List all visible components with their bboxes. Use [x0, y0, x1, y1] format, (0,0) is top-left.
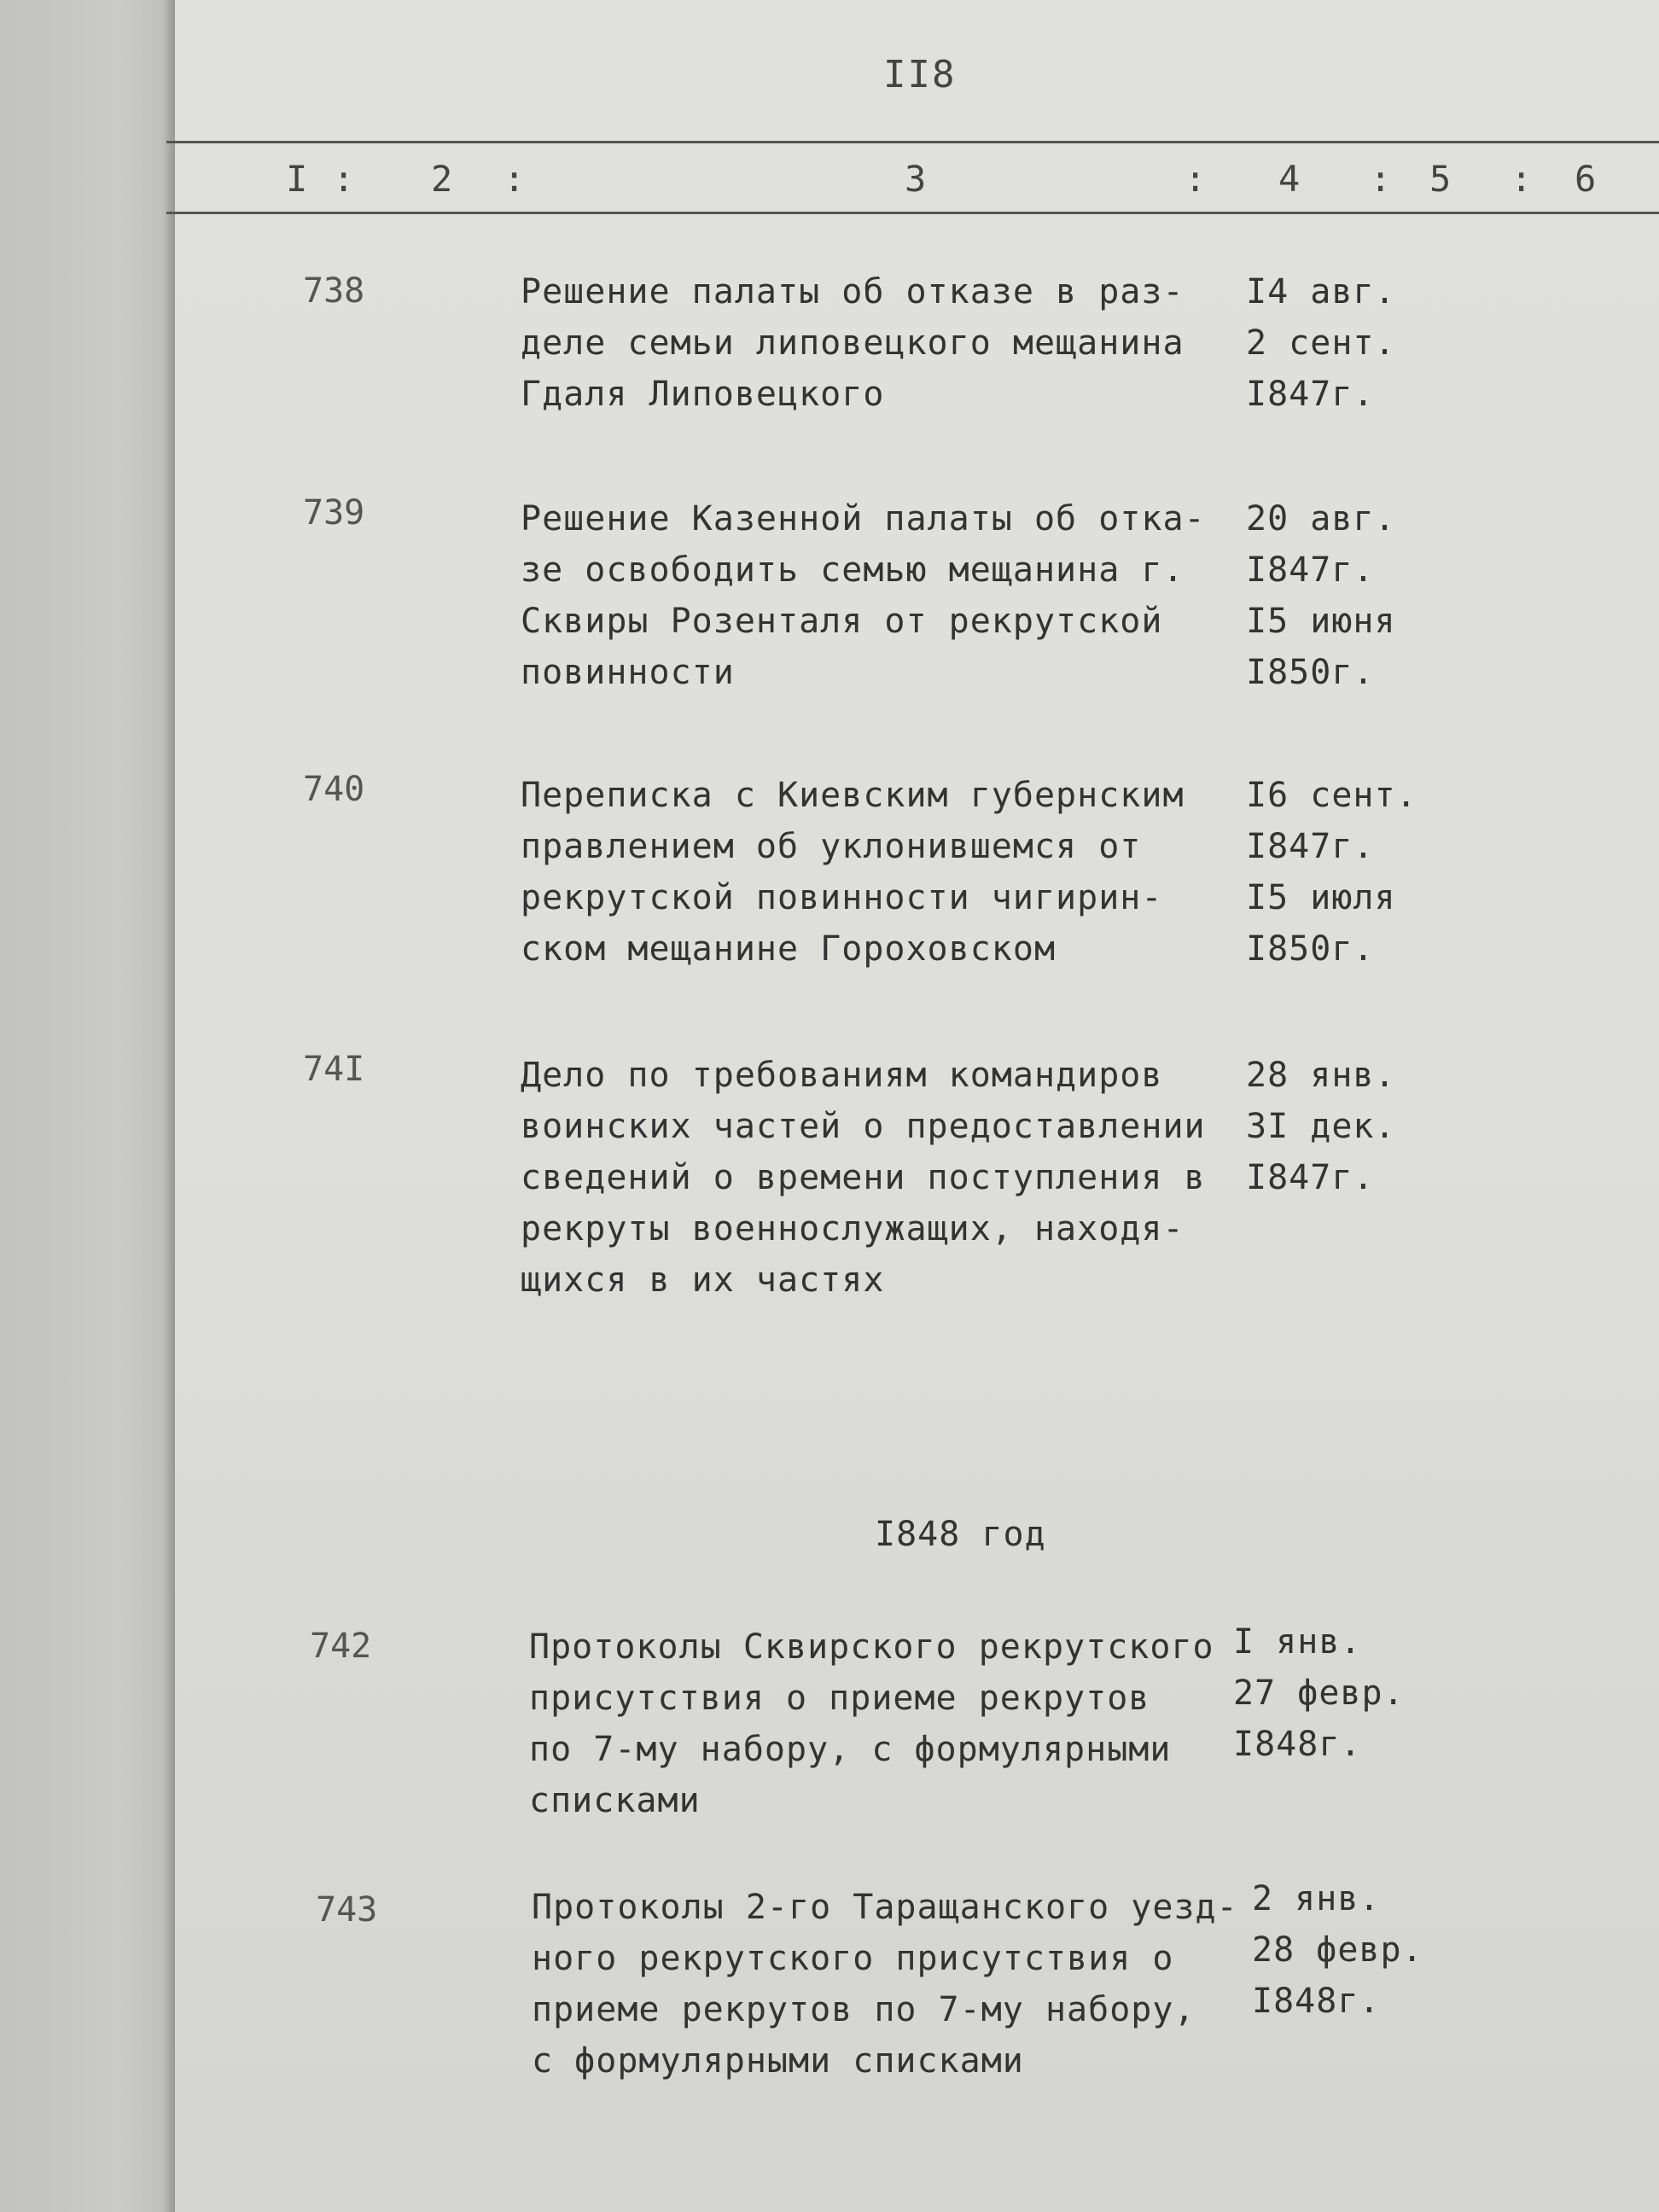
entry-number: 740 [303, 770, 365, 809]
header-rule-bottom [166, 212, 1659, 214]
entry-date-line: I850г. [1246, 653, 1375, 692]
entry-number: 738 [303, 271, 365, 311]
entry-date-line: 28 янв. [1246, 1056, 1396, 1095]
entry-title-line: по 7-му набору, с формулярными [529, 1730, 1172, 1769]
document-page [175, 0, 1659, 2212]
entry-title-line: Протоколы 2-го Таращанского уезд- [532, 1888, 1238, 1927]
entry-date-line: 27 февр. [1233, 1674, 1405, 1713]
column-header-3: 3 [905, 158, 927, 200]
entry-date-line: I847г. [1246, 550, 1375, 590]
entry-title-line: Дело по требованиям командиров [521, 1056, 1163, 1095]
entry-date-line: I янв. [1233, 1622, 1362, 1662]
entry-title-line: рекруты военнослужащих, находя- [521, 1209, 1185, 1249]
entry-date-line: 28 февр. [1252, 1930, 1423, 1970]
column-header-separator: : [504, 158, 526, 200]
entry-date-line: 20 авг. [1246, 499, 1396, 538]
entry-title-line: приеме рекрутов по 7-му набору, [532, 1990, 1196, 2029]
entry-title-line: повинности [521, 653, 735, 692]
entry-title-line: воинских частей о предоставлении [521, 1107, 1206, 1146]
column-header-6: 6 [1575, 158, 1597, 200]
column-header-separator: : [1370, 158, 1392, 200]
entry-title-line: ском мещанине Гороховском [521, 929, 1057, 969]
binding-gutter [0, 0, 175, 2212]
entry-dates [1246, 770, 1451, 975]
entry-title-line: с формулярными списками [532, 2041, 1024, 2081]
entry-title-line: Протоколы Сквирского рекрутского [529, 1627, 1214, 1667]
entry-title-line: деле семьи липовецкого мещанина [521, 323, 1185, 363]
entry-date-line: 3I дек. [1246, 1107, 1396, 1146]
entry-date-line: I848г. [1252, 1982, 1381, 2021]
entry-date-line: I850г. [1246, 929, 1375, 969]
entry-title-line: правлением об уклонившемся от [521, 827, 1142, 866]
entry-title-line: рекрутской повинности чигирин- [521, 878, 1163, 917]
entry-title-line: зе освободить семью мещанина г. [521, 550, 1185, 590]
entry-title-line: Решение палаты об отказе в раз- [521, 272, 1185, 311]
entry-title-line: Гдаля Липовецкого [521, 375, 885, 414]
entry-dates [1233, 1616, 1438, 1770]
entry-date-line: 2 сент. [1246, 323, 1396, 363]
entry-date-line: 2 янв. [1252, 1879, 1381, 1918]
header-rule-top [166, 141, 1659, 143]
entry-date-line: I6 сент. [1246, 776, 1417, 815]
year-heading: I848 год [875, 1515, 1046, 1554]
entry-date-line: I5 июля [1246, 878, 1396, 917]
entry-title-line: щихся в их частях [521, 1260, 885, 1300]
entry-title-line: списками [529, 1781, 701, 1820]
entry-date-line: I847г. [1246, 827, 1375, 866]
entry-dates [1246, 266, 1451, 420]
entry-date-line: I847г. [1246, 1158, 1375, 1197]
entry-number: 74I [303, 1050, 365, 1089]
entry-title-line: Переписка с Киевским губернским [521, 776, 1185, 815]
page-number: II8 [883, 53, 957, 96]
column-header-2: 2 [431, 158, 453, 200]
entry-number: 742 [310, 1627, 372, 1666]
column-header-1: I [286, 158, 308, 200]
entry-dates [1252, 1873, 1457, 2027]
column-header-separator: : [1185, 158, 1207, 200]
entry-number: 739 [303, 493, 365, 533]
entry-number: 743 [316, 1890, 378, 1930]
entry-dates [1246, 493, 1451, 698]
column-header-separator: : [333, 158, 355, 200]
entry-title-line: присутствия о приеме рекрутов [529, 1679, 1150, 1718]
entry-date-line: I848г. [1233, 1725, 1362, 1764]
entry-title-line: Сквиры Розенталя от рекрутской [521, 602, 1163, 641]
column-header-separator: : [1511, 158, 1533, 200]
binding-shadow [162, 0, 176, 2212]
entry-date-line: I5 июня [1246, 602, 1396, 641]
entry-title-line: сведений о времени поступления в [521, 1158, 1206, 1197]
entry-title-line: Решение Казенной палаты об отка- [521, 499, 1206, 538]
entry-title-line: ного рекрутского присутствия о [532, 1939, 1174, 1978]
column-header-5: 5 [1429, 158, 1452, 200]
entry-date-line: I4 авг. [1246, 272, 1396, 311]
column-header-4: 4 [1278, 158, 1301, 200]
entry-date-line: I847г. [1246, 375, 1375, 414]
entry-dates [1246, 1050, 1451, 1203]
